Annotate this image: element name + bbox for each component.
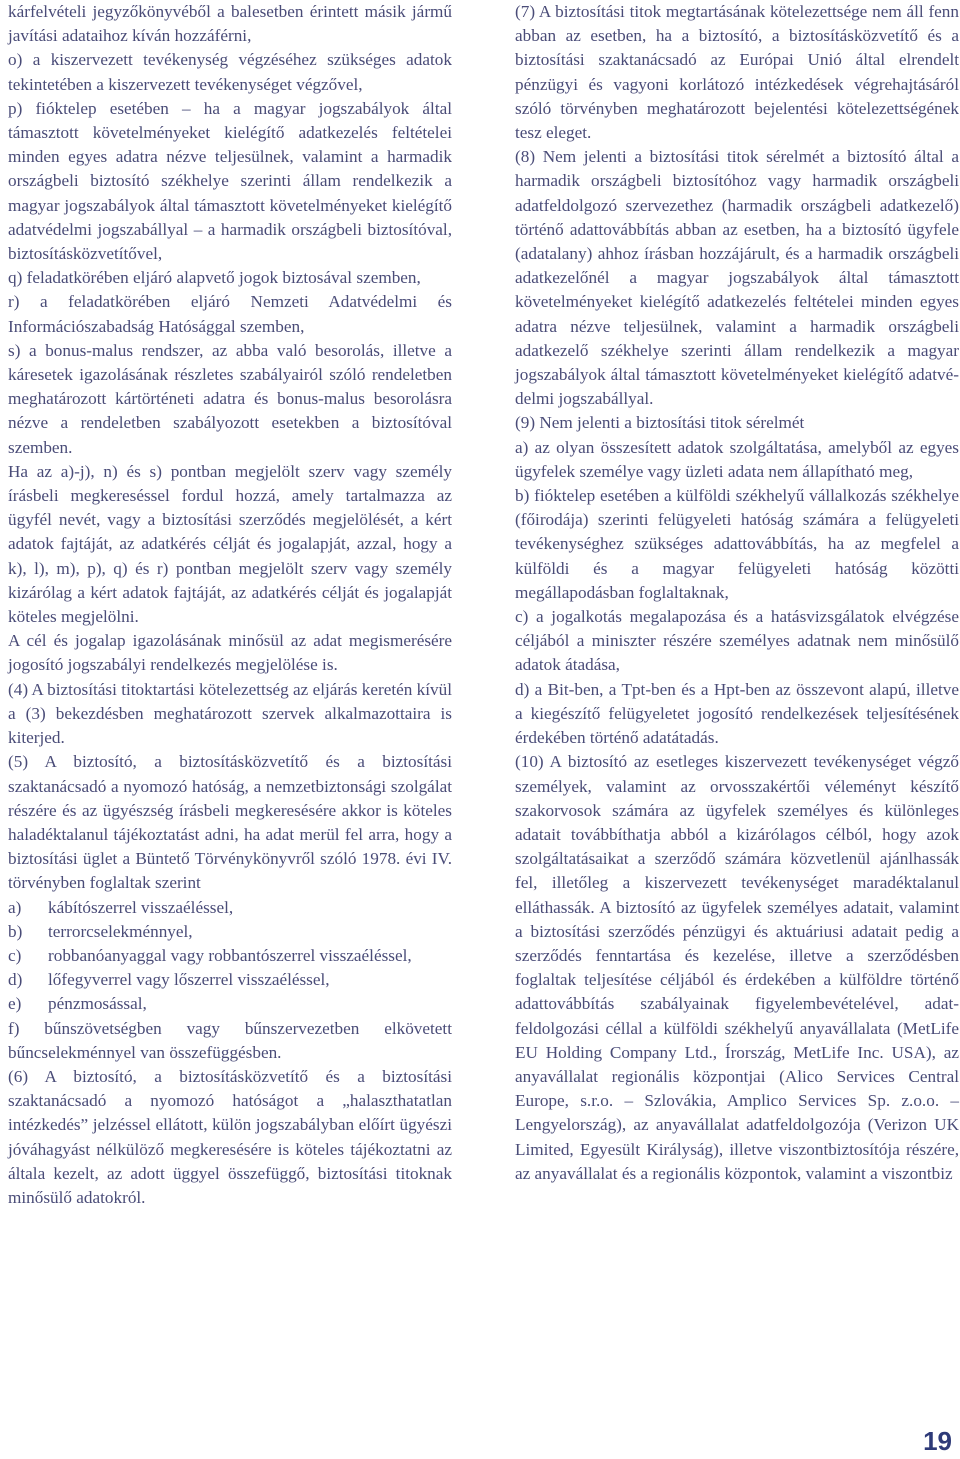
paragraph: r) a feladatkörében eljáró Nemzeti Adatvédelmi és Információszabadság Hatósággal szemben,	[8, 292, 452, 336]
list-item-text: pénzmosással,	[48, 994, 147, 1014]
paragraph: b) fióktelep esetében a külföldi székhelyű vállalkozás székhelye (főirodája) szerinti felügyeleti hatóság számára a felügyeleti tevékenységhez szükséges adattovábbítás, ha az megfelel a külföldi és a magyar felügyeleti hatóság közötti megállapodásban foglaltaknak,	[515, 486, 959, 602]
list-item-label: a)	[8, 897, 22, 917]
paragraph: o) a kiszervezett tevékenység végzéséhez szükséges adatok tekintetében a kiszervezett tevékenységet végzővel,	[8, 50, 452, 94]
paragraph: d) a Bit-ben, a Tpt-ben és a Hpt-ben az összevont alapú, illetve a kiegészítő felügyeletet jogosító rendelkezések teljesítésének érdekében történő adatátadás.	[515, 679, 959, 748]
list-item-text: kábítószerrel visszaéléssel,	[48, 897, 234, 917]
paragraph: (4) A biztosítási titoktartási kötelezettség az eljárás keretén kívül a (3) bekezdésben meghatározott szervek alkalmazottaira is kiterjed.	[8, 679, 452, 748]
page-number: 19	[923, 1426, 952, 1456]
list-item-label: e)	[8, 994, 22, 1014]
paragraph: p) fióktelep esetében – ha a magyar jogszabályok által támasztott követelményeket kielégítő adatkezelés feltételei minden egyes adatra nézve teljesülnek, valamint a harmadik országbeli biztosító székhelye szerinti állam rendelkezik a magyar jogszabályok által támasztott követelményeket kielégítő adatvédelmi jogszabállyal – a harmadik országbeli biztosítóval, biztosításközvetítővel,	[8, 98, 452, 264]
paragraph: A cél és jogalap igazolásának minősül az adat megismerésére jogosító jogszabályi rendelkezés megjelölése is.	[8, 631, 452, 675]
right-column	[515, 0, 959, 1186]
paragraph: (7) A biztosítási titok megtartásának kötelezettsége nem áll fenn abban az esetben, ha a biztosító, a biztosításközvetítő és a biztosítási szaktanácsadó az Európai Unió által elrendelt pénzügyi és vagyoni korlátozó intézkedések végrehajtásáról szóló törvényben meghatározott bejelentési kötelezettségének tesz eleget.	[515, 2, 959, 143]
list-item-text: robbanóanyaggal vagy robbantószerrel visszaéléssel,	[48, 945, 412, 965]
list-item-text: terrorcselekménnyel,	[48, 921, 193, 941]
list-item	[8, 944, 452, 968]
paragraph: (8) Nem jelenti a biztosítási titok sérelmét a biztosító által a harmadik országbeli biztosítóhoz vagy harmadik országbeli adatfeldolgozó szervezethez (harmadik országbeli adatkezelő) történő adattovábbítás abban az esetben, ha a biztosító ügyfele (adatalany) ahhoz írásban hozzájárult, és a harmadik országbeli adatkezelőnél a magyar jogszabályok által támasztott követelményeket kielégítő adatkezelés feltételei minden egyes adatra nézve teljesülnek, valamint a harmadik országbeli adatkezelő székhelye szerinti állam rendelkezik a magyar jogszabályok által támasztott követelményeket kielégítő adatvédelmi jogszabállyal.	[515, 147, 959, 409]
list-item-label: c)	[8, 945, 22, 965]
paragraph: f) bűnszövetségben vagy bűnszervezetben elkövetett bűncselekménnyel van összefüggésben.	[8, 1018, 452, 1062]
paragraph: (9) Nem jelenti a biztosítási titok sérelmét	[515, 413, 805, 433]
left-column	[8, 0, 452, 1210]
paragraph: a) az olyan összesített adatok szolgáltatása, amelyből az egyes ügyfelek személye vagy üzleti adata nem állapítható meg,	[515, 437, 959, 481]
paragraph: kárfelvételi jegyzőkönyvéből a balesetben érintett másik jármű javítási adataihoz kíván hozzáférni,	[8, 2, 452, 46]
list-item-text: lőfegyverrel vagy lőszerrel visszaéléssel,	[48, 970, 330, 990]
list-item	[8, 920, 452, 944]
list-item-label: d)	[8, 970, 23, 990]
list-item	[8, 968, 452, 992]
paragraph: Ha az a)-j), n) és s) pontban megjelölt szerv vagy személy írásbeli megkereséssel fordul hozzá, amely tartalmazza az ügyfél nevét, vagy a biztosítási szerződés megjelölését, a kért adatok fajtáját, az adatkérés célját és jogalapját, azzal, hogy a k), l), m), p), q) és r) pontban megjelölt szerv vagy személy kizárólag a kért adatok fajtáját, az adatkérés célját és jogalapját köteles megjelölni.	[8, 461, 452, 627]
list-item	[8, 992, 452, 1016]
paragraph: (6) A biztosító, a biztosításközvetítő és a biztosítási szaktanácsadó a nyomozó hatóságot a „halaszthatatlan intézkedés” jelzéssel ellátott, külön jogszabályban előírt ügyészi jóváhagyást nélkülöző megkeresésére is köteles tájékoztatni az általa kezelt, az adott üggyel összefüggő, biztosítási titoknak minősülő adatokról.	[8, 1066, 452, 1207]
list-item-label: b)	[8, 921, 23, 941]
paragraph: c) a jogalkotás megalapozása és a hatásvizsgálatok elvégzése céljából a miniszter részére személyes adatnak nem minősülő adatok átadása,	[515, 607, 959, 675]
paragraph: (10) A biztosító az esetleges kiszervezett tevékenységet végző személyek, valamint az orvosszakértői véleményt készítő szakorvosok számára az ügyfelek személyes és különleges adatait továbbíthatja abból a kizárólagos célból, hogy azok szolgáltatásaikat a szerződő számára közvetlenül ajánlhassák fel, illetőleg a kiszervezett tevékenységet maradéktalanul elláthassák. A biztosító az ügyfelek személyes adatait, valamint a biztosítási szerződés pénzügyi és aktuáriusi adatait pedig a szerződés fenntartása és kezelése, illetve a szerződésben foglaltak teljesítése céljából és érdekében a külföldre történő adattovábbítás szabályainak figyelembevételével, adatfeldolgozási céllal a külföldi székhelyű anyavállalata (MetLife EU Holding Company Ltd., Írország, MetLife Inc. USA), az anyavállalat regionális központjai (Alico Services Central Europe, s.r.o. – Szlovákia, Amplico Services Sp. z.o.o. – Lengyelország), az anyavállalat adatfeldolgozója (Verizon UK Limited, Egyesült Királyság), illetve viszontbiztosítója részére, az anyavállalat és a regionális központok, valamint a viszontbiz	[515, 752, 959, 1183]
paragraph: q) feladatkörében eljáró alapvető jogok biztosával szemben,	[8, 268, 421, 288]
paragraph: (5) A biztosító, a biztosításközvetítő és a biztosítási szaktanácsadó a nyomozó hatóság, a nemzetbiztonsági szolgálat részére és az ügyészség írásbeli megkeresésére akkor is köteles haladéktalanul tájékoztatást adni, ha adat merül fel arra, hogy a biztosítási üglet a Büntető Törvénykönyvről szóló 1978. évi IV. törvényben foglaltak szerint	[8, 752, 452, 893]
list-item	[8, 896, 452, 920]
paragraph: s) a bonus-malus rendszer, az abba való besorolás, illetve a káresetek igazolásának részletes szabályairól szóló rendeletben meghatározott kártörténeti adatra és bonus-malus besorolásra nézve a rendeletben szabályozott esetekben a biztosítóval szemben.	[8, 340, 452, 457]
